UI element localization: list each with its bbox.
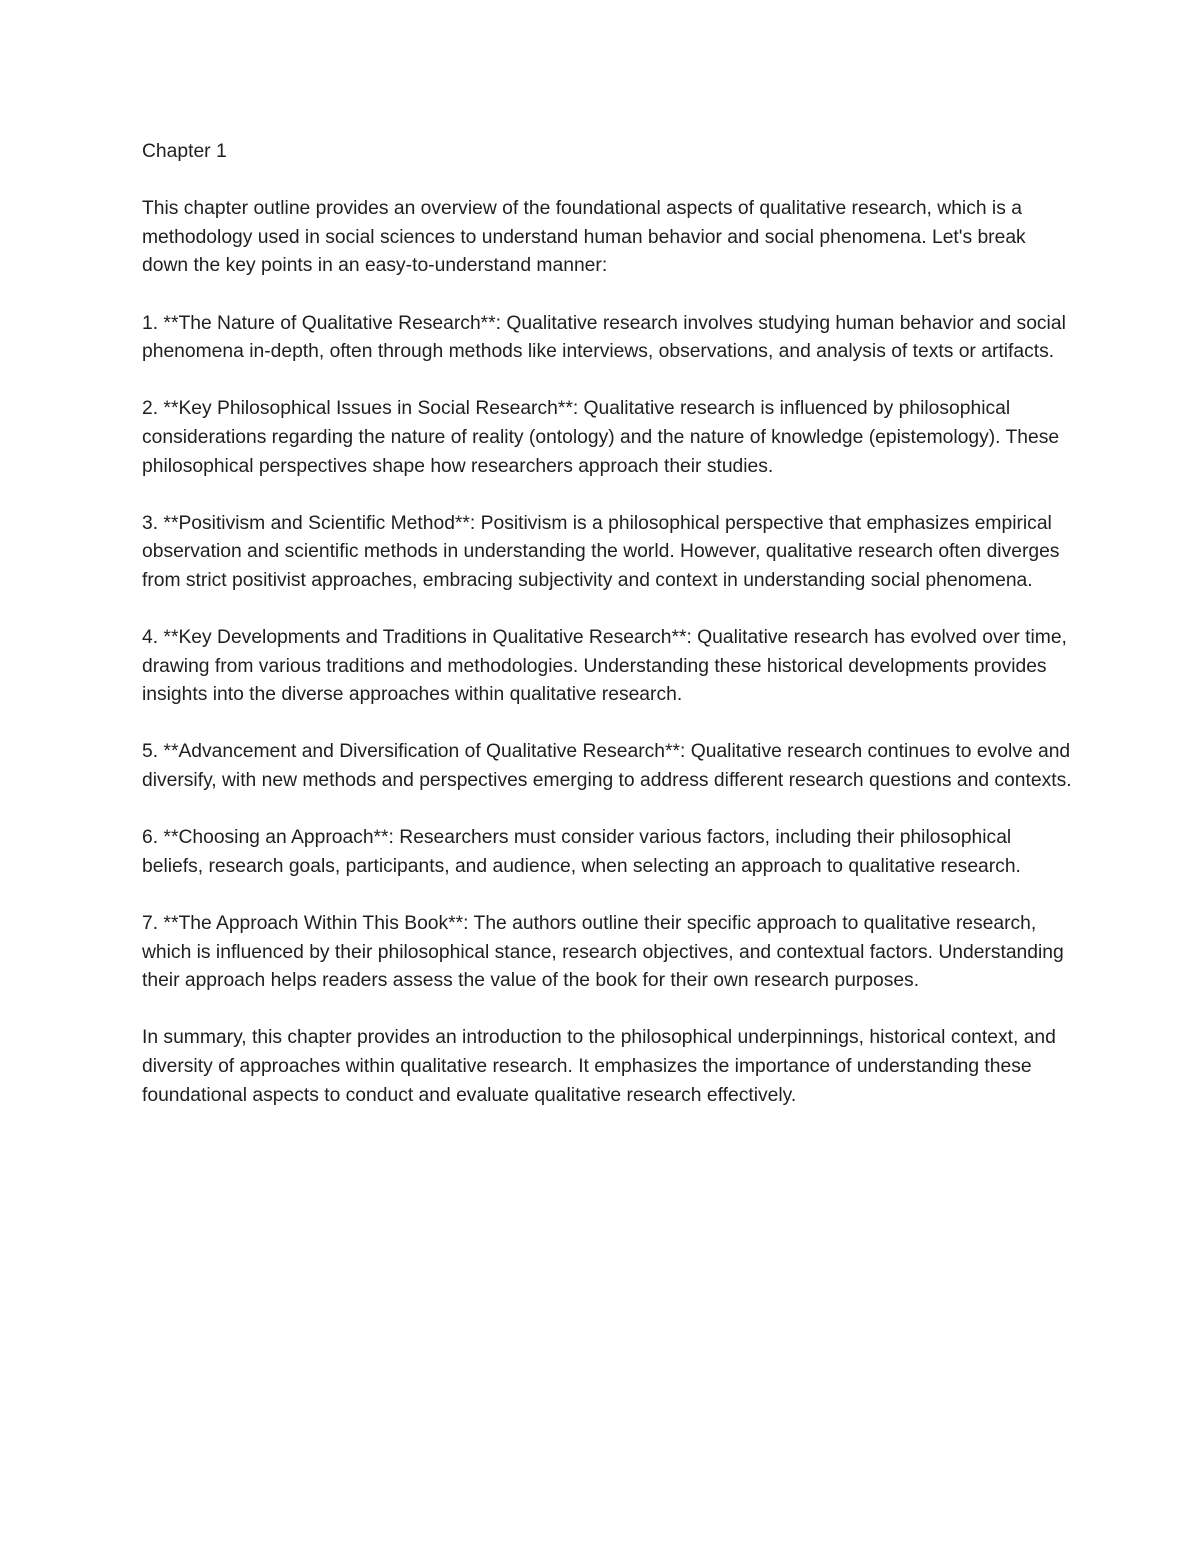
point-2-paragraph: 2. **Key Philosophical Issues in Social Research**: Qualitative research is influenced by philosophical considerations regarding the nature of reality (ontology) and the nature of knowledge (epistemology). These philosophical perspectives shape how researchers approach their studies. [142, 398, 1060, 477]
chapter-heading: Chapter 1 [142, 141, 227, 162]
point-7-paragraph: 7. **The Approach Within This Book**: The authors outline their specific approach to qualitative research, which is influenced by their philosophical stance, research objectives, and contextual factors. Understanding their approach helps readers assess the value of the book for their own research purposes. [142, 913, 1064, 992]
point-4-paragraph: 4. **Key Developments and Traditions in Qualitative Research**: Qualitative research has evolved over time, drawing from various traditions and methodologies. Understanding these historical developments provides insights into the diverse approaches within qualitative research. [142, 627, 1067, 706]
intro-paragraph: This chapter outline provides an overview of the foundational aspects of qualitative research, which is a methodology used in social sciences to understand human behavior and social phenomena. Let's break down the key points in an easy-to-understand manner: [142, 198, 1026, 277]
point-1-paragraph: 1. **The Nature of Qualitative Research**: Qualitative research involves studying human behavior and social phenomena in-depth, often through methods like interviews, observations, and analysis of texts or artifacts. [142, 312, 1066, 363]
document-page [142, 138, 1072, 1139]
summary-paragraph: In summary, this chapter provides an introduction to the philosophical underpinnings, historical context, and diversity of approaches within qualitative research. It emphasizes the importance of understanding these foundational aspects to conduct and evaluate qualitative research effectively. [142, 1027, 1056, 1106]
point-6-paragraph: 6. **Choosing an Approach**: Researchers must consider various factors, including their philosophical beliefs, research goals, participants, and audience, when selecting an approach to qualitative research. [142, 827, 1021, 877]
point-3-paragraph: 3. **Positivism and Scientific Method**: Positivism is a philosophical perspective that emphasizes empirical observation and scientific methods in understanding the world. However, qualitative research often diverges from strict positivist approaches, embracing subjectivity and context in understanding social phenomena. [142, 512, 1060, 591]
point-5-paragraph: 5. **Advancement and Diversification of Qualitative Research**: Qualitative research continues to evolve and diversify, with new methods and perspectives emerging to address different research questions and contexts. [142, 741, 1072, 792]
